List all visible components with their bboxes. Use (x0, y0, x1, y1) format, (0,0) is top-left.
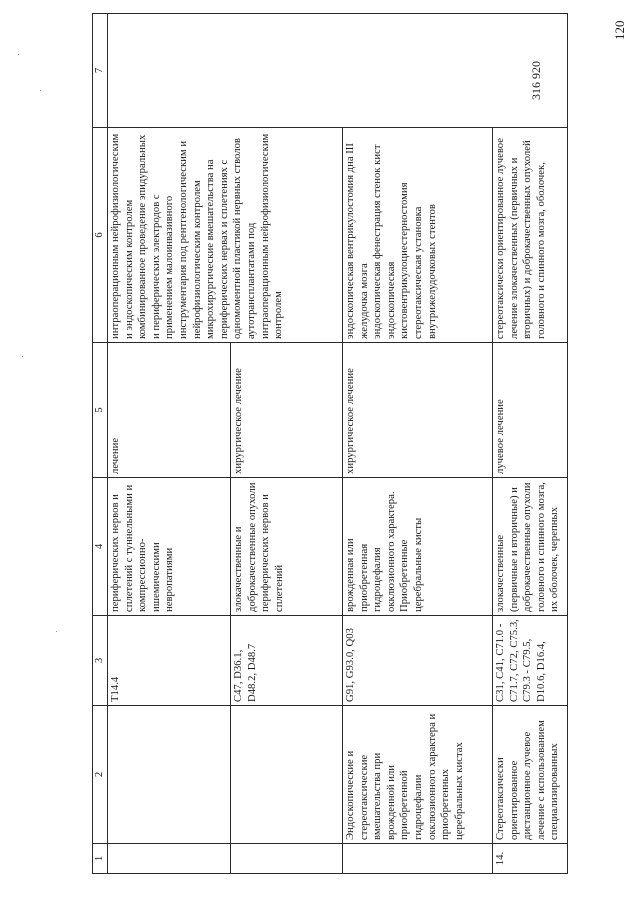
row-name-cell: Стереотаксически ориентированное дистанционное лучевое лечение с использованием специализированных (493, 706, 568, 844)
treatment-type-cell: лечение (108, 343, 231, 478)
treatment-type-cell: лучевое лечение (493, 343, 568, 478)
scan-speck (40, 90, 41, 91)
row-number-cell (108, 844, 231, 874)
page-number: 120 (612, 20, 627, 40)
column-number-row (93, 14, 108, 874)
rotated-table-page (92, 14, 568, 874)
scan-speck (18, 54, 19, 55)
col-number: 6 (93, 128, 108, 343)
col-number: 4 (93, 478, 108, 616)
diagnosis-codes-cell: T14.4 (108, 616, 231, 706)
treatment-methods-cell (343, 128, 493, 343)
cost-cell (108, 14, 568, 128)
row-name-cell (231, 706, 343, 844)
table-row (108, 14, 231, 874)
diagnosis-codes-cell: G91, G93.0, Q03 (343, 616, 493, 706)
diagnosis-codes-cell: C47, D36.1, D48.2, D48.7 (231, 616, 343, 706)
patient-model-cell: злокачественные (первичные и вторичные) и доброкачественные опухоли головного и спинного мозга, их оболочек, черепных (493, 478, 568, 616)
scan-speck (22, 356, 23, 357)
method-item: интраоперационным нейрофизиологическим и эндоскопическим контролем (109, 133, 135, 339)
col-number: 2 (93, 706, 108, 844)
scan-speck (56, 631, 57, 632)
treatment-methods-cell (493, 128, 568, 343)
treatment-type-cell: хирургическое лечение (343, 343, 493, 478)
patient-model-cell: периферических нервов и сплетений с туннельными и компрессионно-ишемическими невропатиями (108, 478, 231, 616)
method-item: стереотаксическая установка внутрижелудочковых стентов (411, 204, 438, 339)
method-item: стереотаксически ориентированное лучевое лечение злокачественных (первичных и вторичных) и доброкачественных опухолей головного и спинного мозга, оболочек, (494, 137, 547, 339)
row-number-cell (231, 844, 343, 874)
table-row (493, 14, 568, 874)
col-number: 1 (93, 844, 108, 874)
col-number: 3 (93, 616, 108, 706)
row-number-cell: 14. (493, 844, 568, 874)
treatment-methods-cell (108, 128, 343, 343)
method-item: эндоскопическая кистовентрикулоциестерностомия (384, 182, 411, 339)
patient-model-cell: злокачественные и доброкачественные опухоли периферических нервов и сплетений (231, 478, 343, 616)
col-number: 5 (93, 343, 108, 478)
treatment-type-cell: хирургическое лечение (231, 343, 343, 478)
method-item: эндоскопическая фенестрация стенок кист (371, 144, 384, 339)
diagnosis-codes-cell: C31, C41, C71.0 - C71.7, C72, C75.3, C79.3 - C79.5, D10.6, D16.4, (493, 616, 568, 706)
col-number: 7 (93, 14, 108, 128)
table-row (343, 14, 493, 874)
patient-model-cell: врожденная или приобретенная гидроцефалия окклюзионного характера. Приобретенные церебральные кисты (343, 478, 493, 616)
method-item: эндоскопическая вентрикулостомия дна III желудочка мозга (344, 143, 370, 339)
method-item: микрохирургические вмешательства на периферических нервах и сплетениях с одномоментной пластикой нервных стволов аутотрансплантатами под интраоперационным нейрофизиологическим контролем (204, 133, 285, 339)
side-number: 316 920 (529, 61, 543, 100)
row-name-cell (108, 706, 231, 844)
row-name-cell: Эндоскопические и стереотаксические вмешательства при врожденной или приобретенной гидроцефалии окклюзионного характера и приобретенных церебральных кистах (343, 706, 493, 844)
row-number-cell (343, 844, 493, 874)
method-item: комбинированное проведение эпидуральных и периферических электродов с применением малоинвазивного инструментария под рентгенологическим и нейрофизиологическим контролем (136, 134, 203, 339)
medical-procedures-table (92, 13, 568, 874)
